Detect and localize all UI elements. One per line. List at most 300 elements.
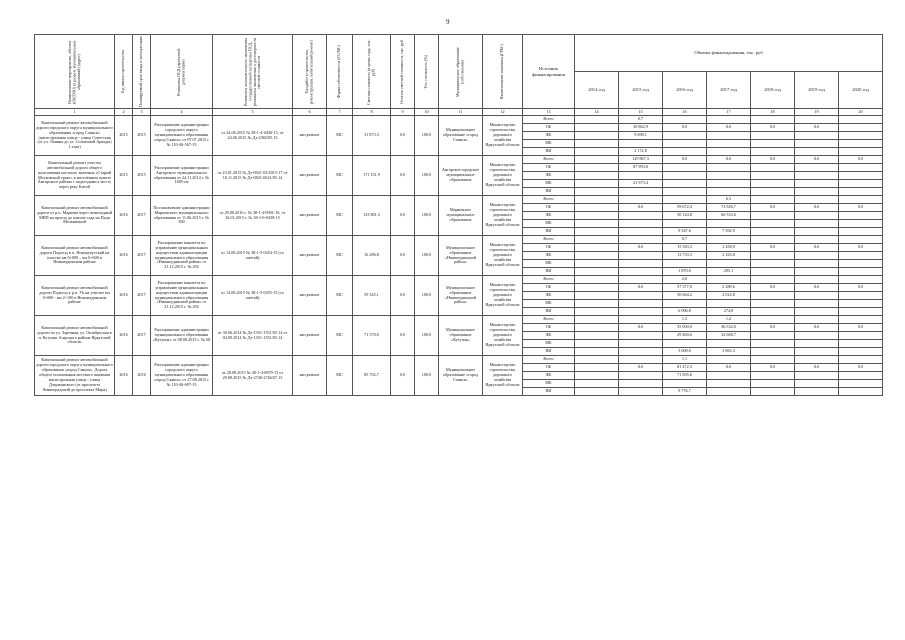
psd-cell: Распоряжение администрации городского округа муниципального образования «город Саянск» от 07.07.2015 г. № 110-46-567-15 (151, 116, 213, 156)
object-name-cell: Капитальный ремонт участка автомобильной дороги общего пользования местного значения «Старый Московский тракт» в населённом пункте Ангарского района с подъездами к мосту через реку Китой (35, 156, 115, 196)
financing-source-cell: ФБ (523, 212, 575, 220)
ownership-cell: МС (327, 316, 353, 356)
financing-value-cell: 0,7 (663, 236, 707, 244)
financing-value-cell: 5 600,0 (663, 348, 707, 356)
header-rest: Остаток сметной стоимости, тыс. руб (391, 35, 415, 109)
financing-value-cell (575, 180, 619, 188)
financing-value-cell: 6 906,8 (663, 308, 707, 316)
customer-cell: Министерство строительства, дорожного хозяйства Иркутской области (483, 316, 523, 356)
customer-cell: Министерство строительства, дорожного хозяйства Иркутской области (483, 196, 523, 236)
header-type: Тип работ (строительство, реконструкция, капитальный ремонт) (293, 35, 327, 109)
financing-value-cell (795, 236, 839, 244)
financing-value-cell (707, 380, 751, 388)
financing-value-cell (619, 212, 663, 220)
financing-value-cell (839, 380, 883, 388)
financing-value-cell: 66 533,6 (707, 212, 751, 220)
financing-value-cell: 2,0 (663, 276, 707, 284)
financing-value-cell: 9 776,7 (663, 388, 707, 396)
financing-value-cell: 7 392,9 (707, 228, 751, 236)
financing-value-cell (575, 316, 619, 324)
financing-value-cell (751, 348, 795, 356)
financing-source-cell: ВИ (523, 148, 575, 156)
financing-value-cell (751, 188, 795, 196)
financing-value-cell: 0,0 (839, 156, 883, 164)
financing-value-cell (707, 372, 751, 380)
financing-value-cell (575, 212, 619, 220)
financing-value-cell (751, 140, 795, 148)
financing-value-cell (751, 172, 795, 180)
financing-value-cell (707, 236, 751, 244)
financing-value-cell (619, 196, 663, 204)
financing-value-cell (707, 260, 751, 268)
financing-value-cell (751, 236, 795, 244)
financing-source-cell: ОБ (523, 164, 575, 172)
financing-value-cell (839, 332, 883, 340)
financing-source-cell: МБ (523, 260, 575, 268)
page-number: 9 (446, 18, 450, 26)
start-year-cell: 2016 (115, 316, 133, 356)
end-year-cell: 2017 (133, 236, 151, 276)
financing-value-cell (795, 380, 839, 388)
financing-value-cell (663, 300, 707, 308)
financing-value-cell: 9 698,1 (619, 132, 663, 140)
financing-source-cell: ОБ (523, 244, 575, 252)
start-year-cell: 2015 (115, 156, 133, 196)
financing-value-cell (619, 356, 663, 364)
financing-value-cell (663, 196, 707, 204)
psd-cell: Распоряжение комитета по управлению муниципальным имуществом администрации муниципального образования «Нижнеудинский район» от 21.12.2015 г. № 292 (151, 236, 213, 276)
financing-value-cell: 2 172,8 (619, 148, 663, 156)
financing-value-cell: 87 993,8 (619, 164, 663, 172)
column-index-cell: 17 (707, 109, 751, 116)
rest-cost-cell: 0,0 (391, 196, 415, 236)
financing-value-cell: 0,0 (839, 244, 883, 252)
financing-value-cell (751, 300, 795, 308)
financing-value-cell (839, 292, 883, 300)
financing-value-cell (795, 292, 839, 300)
financing-source-cell: Всего (523, 356, 575, 364)
ownership-cell: МС (327, 356, 353, 396)
financing-value-cell (795, 388, 839, 396)
financing-value-cell (663, 180, 707, 188)
object-name-cell: Капитальный ремонт автомобильной дороги Подъезд к п. Новонукутский на участке км 0+000 – км 0+600 в Нижнеудинском районе (35, 236, 115, 276)
financing-value-cell: 9 547,6 (663, 228, 707, 236)
rest-cost-cell: 0,0 (391, 276, 415, 316)
financing-value-cell: 0,0 (619, 284, 663, 292)
column-index-cell: 11 (439, 109, 483, 116)
financing-value-cell (619, 188, 663, 196)
financing-value-cell (839, 316, 883, 324)
financing-value-cell (619, 348, 663, 356)
financing-value-cell (707, 300, 751, 308)
financing-value-cell: 0,0 (839, 204, 883, 212)
financing-value-cell (575, 324, 619, 332)
financing-value-cell (795, 228, 839, 236)
financing-value-cell (751, 212, 795, 220)
financing-value-cell (575, 132, 619, 140)
financing-value-cell (839, 260, 883, 268)
financing-value-cell (839, 276, 883, 284)
financing-value-cell (751, 308, 795, 316)
financing-value-cell (839, 212, 883, 220)
psd-cell: Распоряжение администрации Ангарского муниципального образования от 24.11.2014 г. № 1685-па (151, 156, 213, 196)
financing-value-cell: 50 124,8 (663, 212, 707, 220)
column-index-cell: 3 (133, 109, 151, 116)
financing-source-cell: ФБ (523, 132, 575, 140)
financing-value-cell (575, 372, 619, 380)
financing-value-cell (751, 220, 795, 228)
municipality-cell: Марковское муниципальное образование (439, 196, 483, 236)
financing-value-cell (839, 252, 883, 260)
cost-cell: 171 151,9 (353, 156, 391, 196)
financing-value-cell (795, 348, 839, 356)
financing-value-cell: 29 400,0 (663, 332, 707, 340)
financing-value-cell (751, 340, 795, 348)
work-type-cell: кап.ремонт (293, 116, 327, 156)
financing-value-cell (795, 172, 839, 180)
header-readiness: Тех. готовность (%) (415, 35, 439, 109)
financing-value-cell: 0,0 (619, 324, 663, 332)
header-financing: Объемы финансирования, тыс. руб (575, 35, 883, 72)
municipality-cell: Муниципальное образование «Нижнеудинский район» (439, 236, 483, 276)
financing-value-cell: 35 000,0 (663, 324, 707, 332)
financing-value-cell (795, 356, 839, 364)
financing-value-cell (707, 180, 751, 188)
psd-cell: Постановление администрации Марковского муниципального образования от 11.06.2015 г. № 300 (151, 196, 213, 236)
financing-value-cell (663, 116, 707, 124)
readiness-cell: 100,0 (415, 116, 439, 156)
financing-value-cell: 129 867,3 (619, 156, 663, 164)
table-row (35, 116, 883, 124)
readiness-cell: 100,0 (415, 356, 439, 396)
start-year-cell: 2015 (115, 116, 133, 156)
financing-value-cell: 0,0 (751, 204, 795, 212)
financing-value-cell: 0,0 (619, 204, 663, 212)
expertise-cell: от 30.06.2014 № Дз-1351-1551/05.14 от 04.09.2014 № Дз-1351-1551/05.14 (213, 316, 293, 356)
financing-value-cell: 0,0 (795, 364, 839, 372)
start-year-cell: 2016 (115, 356, 133, 396)
financing-value-cell (575, 148, 619, 156)
financing-value-cell: 2 014,8 (707, 292, 751, 300)
customer-cell: Министерство строительства, дорожного хозяйства Иркутской области (483, 116, 523, 156)
expertise-cell: от 14.06.2015 № 38-1-5-0454-15 (со сметой) (213, 236, 293, 276)
financing-value-cell (751, 132, 795, 140)
financing-value-cell: 2 458,9 (707, 244, 751, 252)
financing-value-cell (707, 164, 751, 172)
financing-value-cell (795, 140, 839, 148)
end-year-cell: 2017 (133, 276, 151, 316)
financing-value-cell: 57 377,0 (663, 284, 707, 292)
header-row (35, 35, 883, 72)
header-year: 2017 год (707, 72, 751, 109)
financing-source-cell: МБ (523, 340, 575, 348)
financing-value-cell: 0,0 (707, 124, 751, 132)
end-year-cell: 2016 (133, 356, 151, 396)
financing-value-cell (575, 164, 619, 172)
financing-value-cell (575, 364, 619, 372)
ownership-cell: МС (327, 276, 353, 316)
object-name-cell: Капитальный ремонт автомобильной дороги по ул. Заречная, ул. Октябрьская в п. Кутулик Аларского района Иркутской области (35, 316, 115, 356)
financing-value-cell (575, 276, 619, 284)
column-index-cell: 14 (575, 109, 619, 116)
end-year-cell: 2017 (133, 316, 151, 356)
column-index-cell: 1 (35, 109, 115, 116)
cost-cell: 71 570,0 (353, 316, 391, 356)
table-row (35, 156, 883, 164)
financing-value-cell (575, 116, 619, 124)
financing-value-cell: 32 668,7 (707, 332, 751, 340)
municipality-cell: Муниципальное образование «Кутулик» (439, 316, 483, 356)
expertise-cell: от 14.06.2015 № 38-1-5-0455-15 (со сметой) (213, 276, 293, 316)
financing-value-cell (839, 164, 883, 172)
column-index-cell: 4 (151, 109, 213, 116)
financing-value-cell (619, 332, 663, 340)
financing-value-cell: 0,0 (707, 156, 751, 164)
financing-value-cell (839, 220, 883, 228)
financing-value-cell: 13 733,3 (663, 252, 707, 260)
financing-value-cell: 71 695,6 (663, 372, 707, 380)
header-year: 2018 год (751, 72, 795, 109)
financing-source-cell: МБ (523, 180, 575, 188)
financing-value-cell (751, 268, 795, 276)
financing-value-cell (795, 132, 839, 140)
header-mo: Муниципальное образование (собственник) (439, 35, 483, 109)
financing-value-cell (839, 116, 883, 124)
header-expertise: Реквизиты положительного заключения государственной экспертизы ПСД, реквизиты заключения о достоверности сметной стоимости (213, 35, 293, 109)
financing-value-cell: 21 973,4 (619, 180, 663, 188)
financing-source-cell: МБ (523, 220, 575, 228)
financing-value-cell (619, 260, 663, 268)
financing-value-cell (795, 180, 839, 188)
header-end: Планируемый срок ввода в эксплуатацию (133, 35, 151, 109)
financing-value-cell (795, 308, 839, 316)
financing-value-cell (707, 220, 751, 228)
financing-value-cell (619, 268, 663, 276)
column-index-row (35, 109, 883, 116)
object-name-cell: Капитальный ремонт автомобильной дороги городского округа муниципального образования «город Саянск» (магистральная улица - улица Советская (от ул. Ленина до ул. Солнечной Аркады) 1 этап) (35, 116, 115, 156)
financing-value-cell (575, 228, 619, 236)
financing-value-cell (751, 372, 795, 380)
financing-value-cell (707, 340, 751, 348)
financing-value-cell (663, 340, 707, 348)
table-row (35, 236, 883, 244)
financing-value-cell: 0,0 (795, 156, 839, 164)
financing-value-cell: 81 472,3 (663, 364, 707, 372)
financing-value-cell (707, 148, 751, 156)
financing-value-cell: 1 870,0 (663, 268, 707, 276)
cost-cell: 59 345,1 (353, 276, 391, 316)
financing-value-cell (839, 132, 883, 140)
work-type-cell: кап.ремонт (293, 156, 327, 196)
financing-source-cell: ВИ (523, 348, 575, 356)
column-index-cell: 9 (391, 109, 415, 116)
financing-value-cell (663, 132, 707, 140)
financing-value-cell: 36 532,0 (707, 324, 751, 332)
financing-value-cell (751, 148, 795, 156)
expertise-cell: от 23.01.2015 № Дз-0821-03/2015-17 от 16.11.2015 № Дз-0821-0621/05.14 (213, 156, 293, 196)
customer-cell: Министерство строительства, дорожного хозяйства Иркутской области (483, 236, 523, 276)
rest-cost-cell: 0,0 (391, 356, 415, 396)
work-type-cell: кап.ремонт (293, 356, 327, 396)
financing-source-cell: ОБ (523, 124, 575, 132)
financing-value-cell (839, 340, 883, 348)
financing-value-cell (575, 252, 619, 260)
object-name-cell: Капитальный ремонт автомобильной дороги Подъезд к р.п. Уk на участке км 0+000 - км 2+100 в Нижнеудинском районе (35, 276, 115, 316)
financing-value-cell: 0,0 (795, 244, 839, 252)
financing-value-cell (795, 268, 839, 276)
financing-value-cell: 3 863,3 (707, 348, 751, 356)
financing-value-cell (795, 316, 839, 324)
column-index-cell: 18 (751, 109, 795, 116)
financing-source-cell: ОБ (523, 324, 575, 332)
financing-value-cell (575, 124, 619, 132)
financing-value-cell: 0,0 (795, 324, 839, 332)
financing-value-cell (839, 180, 883, 188)
financing-value-cell: 1,3 (663, 316, 707, 324)
end-year-cell: 2015 (133, 116, 151, 156)
financing-value-cell: 0,0 (795, 284, 839, 292)
financing-value-cell (839, 140, 883, 148)
end-year-cell: 2015 (133, 156, 151, 196)
rest-cost-cell: 0,0 (391, 316, 415, 356)
start-year-cell: 2016 (115, 276, 133, 316)
expertise-cell: от 28.08.2015 № 38-1-4-0879-15 от 29.08.2015 № Дз-2746-2746/07.15 (213, 356, 293, 396)
financing-value-cell (575, 284, 619, 292)
table-row (35, 356, 883, 364)
financing-value-cell: 0,0 (707, 364, 751, 372)
financing-source-cell: Всего (523, 316, 575, 324)
financing-value-cell (619, 388, 663, 396)
financing-value-cell (575, 340, 619, 348)
financing-value-cell (707, 172, 751, 180)
cost-cell: 16 286,8 (353, 236, 391, 276)
financing-value-cell: 0,0 (663, 156, 707, 164)
financing-value-cell (663, 380, 707, 388)
financing-source-cell: ВИ (523, 268, 575, 276)
ownership-cell: МС (327, 116, 353, 156)
financing-value-cell: 2 163,8 (707, 252, 751, 260)
header-name: Наименование мероприятия, объекта (ОКТМО) (в разрезе муниципальных образований) (адрес) (35, 35, 115, 109)
financing-value-cell (619, 292, 663, 300)
financing-value-cell (839, 268, 883, 276)
customer-cell: Министерство строительства, дорожного хозяйства Иркутской области (483, 276, 523, 316)
expertise-cell: от 24.06.2015 № 38-1-4-0436-15, от 24.06.2015 № Дз-2382/05.15 (213, 116, 293, 156)
header-year: 2015 год (619, 72, 663, 109)
financing-value-cell: 0,0 (751, 284, 795, 292)
financing-value-cell (619, 236, 663, 244)
financing-value-cell (751, 196, 795, 204)
financing-value-cell: 295,1 (707, 268, 751, 276)
financing-value-cell: 0,7 (619, 116, 663, 124)
financing-value-cell (839, 124, 883, 132)
financing-value-cell (619, 172, 663, 180)
financing-value-cell: 50 664,2 (663, 292, 707, 300)
financing-value-cell (839, 188, 883, 196)
rest-cost-cell: 0,0 (391, 156, 415, 196)
financing-value-cell (663, 188, 707, 196)
financing-value-cell (795, 276, 839, 284)
financing-value-cell: 0,0 (751, 124, 795, 132)
financing-value-cell (575, 140, 619, 148)
financing-value-cell: 0,0 (795, 204, 839, 212)
financing-source-cell: ВИ (523, 308, 575, 316)
financing-value-cell (839, 172, 883, 180)
table-body (35, 116, 883, 396)
municipality-cell: Муниципальное образование «город Саянск» (439, 356, 483, 396)
financing-value-cell (575, 356, 619, 364)
financing-value-cell: 0,0 (751, 244, 795, 252)
financing-value-cell (795, 164, 839, 172)
cost-cell: 85 702,7 (353, 356, 391, 396)
financing-value-cell (663, 148, 707, 156)
psd-cell: Распоряжение комитета по управлению муниципальным имуществом администрации муниципального образования «Нижнеудинский район» от 21.12.2015 г. № 292 (151, 276, 213, 316)
financing-value-cell (839, 236, 883, 244)
financing-source-cell: ФБ (523, 332, 575, 340)
financing-source-cell: Всего (523, 276, 575, 284)
financing-value-cell (839, 300, 883, 308)
financing-value-cell (751, 252, 795, 260)
financing-value-cell (575, 188, 619, 196)
financing-value-cell: 0,0 (751, 324, 795, 332)
financing-value-cell: 2 289,6 (707, 284, 751, 292)
financing-value-cell (707, 188, 751, 196)
financing-value-cell (707, 276, 751, 284)
financing-source-cell: ФБ (523, 172, 575, 180)
financing-value-cell (575, 348, 619, 356)
financing-value-cell (575, 156, 619, 164)
objects-table (34, 34, 883, 396)
column-index-cell: 12 (483, 109, 523, 116)
financing-value-cell: 1,2 (707, 316, 751, 324)
financing-value-cell (751, 180, 795, 188)
financing-value-cell (707, 140, 751, 148)
column-index-cell: 13 (523, 109, 575, 116)
column-index-cell: 6 (293, 109, 327, 116)
column-index-cell: 10 (415, 109, 439, 116)
header-source: Источник финансирования (523, 35, 575, 109)
financing-value-cell (751, 260, 795, 268)
financing-value-cell (839, 388, 883, 396)
financing-value-cell (575, 204, 619, 212)
financing-value-cell (575, 244, 619, 252)
financing-value-cell (795, 212, 839, 220)
psd-cell: Распоряжение администрации городского округа муниципального образования «город Саянск» от 27.08.2015 г. № 110-46-697-15 (151, 356, 213, 396)
header-psd: Реквизиты ПСД (проектной документации) (151, 35, 213, 109)
financing-value-cell (663, 220, 707, 228)
financing-value-cell (575, 220, 619, 228)
financing-value-cell (619, 276, 663, 284)
financing-value-cell (795, 188, 839, 196)
financing-source-cell: ВИ (523, 388, 575, 396)
header-year: 2014 год (575, 72, 619, 109)
financing-value-cell (663, 172, 707, 180)
municipality-cell: Муниципальное образование «Нижнеудинский район» (439, 276, 483, 316)
financing-value-cell: 59 672,4 (663, 204, 707, 212)
financing-source-cell: Всего (523, 156, 575, 164)
financing-value-cell (575, 236, 619, 244)
financing-value-cell (575, 292, 619, 300)
financing-source-cell: МБ (523, 140, 575, 148)
financing-source-cell: ФБ (523, 252, 575, 260)
psd-cell: Распоряжение администрации муниципального образования «Кутулик» от 08.08.2015 г. № 68 (151, 316, 213, 356)
header-year: 2020 год (839, 72, 883, 109)
readiness-cell: 100,0 (415, 236, 439, 276)
column-index-cell: 5 (213, 109, 293, 116)
readiness-cell: 100,0 (415, 316, 439, 356)
financing-value-cell (839, 228, 883, 236)
ownership-cell: МС (327, 236, 353, 276)
financing-value-cell: 73 926,7 (707, 204, 751, 212)
